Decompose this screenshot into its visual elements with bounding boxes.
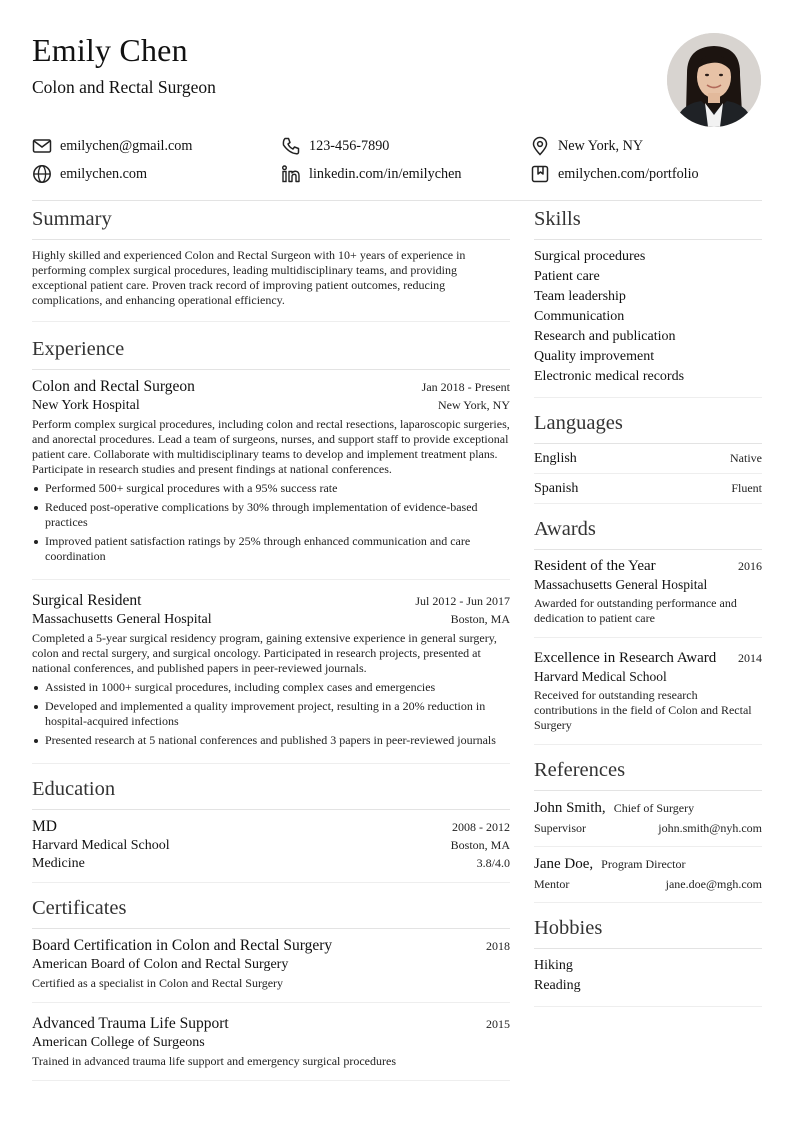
achievement-item: Assisted in 1000+ surgical procedures, including complex cases and emergencies bbox=[32, 680, 510, 695]
skill-item: Quality improvement bbox=[534, 349, 655, 364]
header-divider bbox=[32, 200, 762, 201]
contact-linkedin[interactable] bbox=[281, 164, 461, 184]
contact-portfolio[interactable] bbox=[530, 164, 699, 184]
section-heading: Experience bbox=[32, 338, 510, 370]
job-location: New York, NY bbox=[437, 398, 510, 412]
award-organization: Massachusetts General Hospital bbox=[534, 577, 708, 592]
skill-item: Team leadership bbox=[534, 289, 626, 304]
globe-icon bbox=[32, 164, 52, 184]
experience-entry bbox=[32, 370, 510, 580]
linkedin-text: linkedin.com/in/emilychen bbox=[309, 165, 462, 182]
languages-section bbox=[534, 412, 762, 504]
portfolio-text: emilychen.com/portfolio bbox=[558, 165, 699, 182]
school-location: Boston, MA bbox=[450, 838, 510, 852]
certificate-description: Certified as a specialist in Colon and Rectal Surgery bbox=[32, 976, 284, 990]
resume-name: Emily Chen bbox=[32, 32, 188, 68]
section-heading: Summary bbox=[32, 208, 510, 240]
award-description: Received for outstanding research contributions in the field of Colon and Rectal Surgery bbox=[534, 688, 752, 732]
certificates-section bbox=[32, 897, 510, 1081]
language-item bbox=[534, 444, 762, 474]
achievement-item: Improved patient satisfaction ratings by 25% through enhanced communication and care coordination bbox=[32, 534, 510, 564]
avatar bbox=[667, 33, 761, 127]
summary-section bbox=[32, 208, 510, 322]
language-level: Fluent bbox=[731, 481, 762, 495]
location-text: New York, NY bbox=[558, 137, 644, 154]
hobbies-list bbox=[534, 949, 762, 1006]
certificate-issuer: American College of Surgeons bbox=[32, 1035, 205, 1050]
left-column bbox=[32, 208, 510, 1081]
awards-section bbox=[534, 518, 762, 745]
certificate-name: Board Certification in Colon and Rectal Surgery bbox=[32, 937, 333, 954]
section-heading: Awards bbox=[534, 518, 762, 550]
phone-text: 123-456-7890 bbox=[309, 137, 390, 154]
award-entry bbox=[534, 550, 762, 638]
job-dates: Jan 2018 - Present bbox=[421, 380, 510, 394]
skill-item: Electronic medical records bbox=[534, 369, 685, 384]
school: Harvard Medical School bbox=[32, 838, 170, 853]
job-description: Perform complex surgical procedures, including colon and rectal resections, laparoscopic surgeries, and anorectal procedures. Lead a team of surgeons, nurses, and support staff to provide exceptional patient care. Collaborate with multidisciplinary teams to develop and implement treatment plans. Participate in research studies and present findings at national conferences. bbox=[32, 417, 510, 476]
reference-relation: Supervisor bbox=[534, 821, 586, 835]
job-description: Completed a 5-year surgical residency program, gaining extensive experience in general surgery, colon and rectal surgery, and surgical oncology. Participated in research projects, presented at national conferences, and published papers in peer-reviewed journals. bbox=[32, 631, 497, 675]
certificate-year: 2018 bbox=[486, 939, 510, 953]
degree: MD bbox=[32, 818, 57, 835]
skills-list bbox=[534, 240, 762, 397]
phone-icon bbox=[281, 136, 301, 156]
skill-item: Research and publication bbox=[534, 329, 676, 344]
section-heading: Hobbies bbox=[534, 917, 762, 949]
award-name: Resident of the Year bbox=[534, 558, 656, 574]
section-heading: Languages bbox=[534, 412, 762, 444]
certificate-year: 2015 bbox=[486, 1017, 510, 1031]
section-heading: Certificates bbox=[32, 897, 510, 929]
employer: Massachusetts General Hospital bbox=[32, 612, 212, 627]
language-name: Spanish bbox=[534, 481, 579, 496]
reference-position: Chief of Surgery bbox=[613, 801, 695, 815]
section-heading: References bbox=[534, 759, 762, 791]
map-pin-icon bbox=[530, 136, 550, 156]
job-location: Boston, MA bbox=[450, 612, 510, 626]
reference-email[interactable]: john.smith@nyh.com bbox=[658, 821, 762, 835]
job-title: Colon and Rectal Surgeon bbox=[32, 378, 195, 395]
language-level: Native bbox=[730, 451, 762, 465]
reference-relation: Mentor bbox=[534, 877, 570, 891]
award-year: 2016 bbox=[738, 559, 762, 573]
award-name: Excellence in Research Award bbox=[534, 650, 717, 666]
job-dates: Jul 2012 - Jun 2017 bbox=[415, 594, 510, 608]
gpa: 3.8/4.0 bbox=[476, 856, 510, 870]
email-text: emilychen@gmail.com bbox=[60, 137, 193, 154]
linkedin-icon bbox=[281, 164, 301, 184]
job-title: Surgical Resident bbox=[32, 592, 142, 609]
achievement-item: Presented research at 5 national conferences and published 3 papers in peer-reviewed journals bbox=[32, 733, 510, 748]
reference-position: Program Director bbox=[601, 857, 686, 871]
language-item bbox=[534, 474, 762, 504]
hobby-item: Reading bbox=[534, 978, 581, 993]
contact-email[interactable] bbox=[32, 136, 192, 156]
contact-phone[interactable] bbox=[281, 136, 389, 156]
award-description: Awarded for outstanding performance and dedication to patient care bbox=[534, 596, 737, 625]
award-year: 2014 bbox=[738, 651, 762, 665]
reference-email[interactable]: jane.doe@mgh.com bbox=[665, 877, 762, 891]
summary-text: Highly skilled and experienced Colon and Rectal Surgeon with 10+ years of experience in performing complex surgical procedures, leading multidisciplinary teams, and providing exceptional patient care. Proven track record of improving patient outcomes, reducing complications, and enhancing operational efficiency. bbox=[32, 248, 466, 307]
section-heading: Skills bbox=[534, 208, 762, 240]
contact-website[interactable] bbox=[32, 164, 147, 184]
achievement-item: Performed 500+ surgical procedures with a 95% success rate bbox=[32, 481, 510, 496]
award-organization: Harvard Medical School bbox=[534, 669, 667, 684]
education-entry bbox=[32, 810, 510, 882]
skill-item: Surgical procedures bbox=[534, 249, 646, 264]
skill-item: Communication bbox=[534, 309, 625, 324]
bookmark-icon bbox=[530, 164, 550, 184]
award-entry bbox=[534, 638, 762, 745]
achievement-list bbox=[32, 481, 510, 564]
employer: New York Hospital bbox=[32, 398, 140, 413]
achievement-item: Developed and implemented a quality improvement project, resulting in a 20% reduction in hospital-acquired infections bbox=[32, 699, 510, 729]
certificate-entry bbox=[32, 1003, 510, 1081]
skill-item: Patient care bbox=[534, 269, 600, 284]
field-of-study: Medicine bbox=[32, 856, 85, 871]
education-dates: 2008 - 2012 bbox=[452, 820, 510, 834]
education-section bbox=[32, 778, 510, 883]
hobbies-section bbox=[534, 917, 762, 1007]
skills-section bbox=[534, 208, 762, 398]
right-column bbox=[534, 208, 762, 1007]
section-heading: Education bbox=[32, 778, 510, 810]
references-section bbox=[534, 759, 762, 903]
experience-entry bbox=[32, 580, 510, 763]
reference-name: Jane Doe, bbox=[534, 856, 594, 872]
reference-entry bbox=[534, 791, 762, 847]
certificate-name: Advanced Trauma Life Support bbox=[32, 1015, 229, 1032]
mail-icon bbox=[32, 136, 52, 156]
avatar-photo bbox=[667, 33, 761, 127]
reference-entry bbox=[534, 847, 762, 903]
certificate-entry bbox=[32, 929, 510, 1003]
resume-title: Colon and Rectal Surgeon bbox=[32, 77, 216, 97]
experience-section bbox=[32, 338, 510, 763]
hobby-item: Hiking bbox=[534, 958, 573, 973]
website-text: emilychen.com bbox=[60, 165, 148, 182]
certificate-issuer: American Board of Colon and Rectal Surgery bbox=[32, 957, 289, 972]
contact-location bbox=[530, 136, 643, 156]
language-name: English bbox=[534, 451, 577, 466]
reference-name: John Smith, bbox=[534, 800, 606, 816]
achievement-list bbox=[32, 680, 510, 748]
certificate-description: Trained in advanced trauma life support and emergency surgical procedures bbox=[32, 1054, 396, 1068]
achievement-item: Reduced post-operative complications by 30% through implementation of evidence-based practices bbox=[32, 500, 510, 530]
